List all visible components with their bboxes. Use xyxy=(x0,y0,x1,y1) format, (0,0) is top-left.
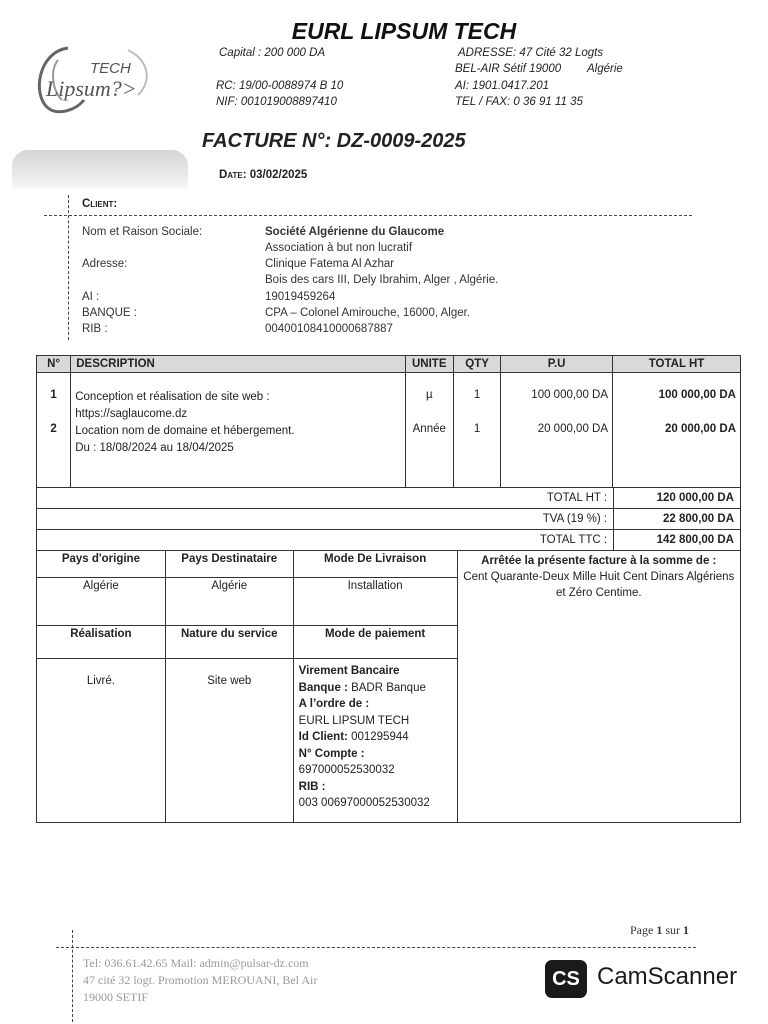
client-name: Société Algérienne du Glaucome xyxy=(265,226,445,238)
details-table xyxy=(36,550,741,823)
logo-text-top: TECH xyxy=(90,60,131,77)
col-header-pu: P.U xyxy=(501,356,613,373)
client-divider-horizontal xyxy=(44,215,692,216)
row-description-line-2: https://saglaucome.dz xyxy=(75,408,188,420)
amount-words-label: Arrêtée la présente facture à la somme de : xyxy=(481,555,717,567)
payment-order-label: A l’ordre de : xyxy=(298,698,370,710)
company-name: EURL LIPSUM TECH xyxy=(291,18,517,44)
total-ht-row xyxy=(37,488,741,509)
total-ttc-value: 142 800,00 DA xyxy=(614,530,741,551)
payment-label: Mode de paiement xyxy=(293,626,457,659)
page-word: Page xyxy=(630,923,654,937)
row-total: 100 000,00 DA xyxy=(613,373,741,424)
footer-line-1: Tel: 036.61.42.65 Mail: admin@pulsar-dz.com xyxy=(83,956,309,970)
page-number xyxy=(630,923,689,938)
total-ht-label: TOTAL HT : xyxy=(37,488,614,509)
row-description-line-2: Du : 18/08/2024 au 18/04/2025 xyxy=(75,442,234,454)
payment-bank-label: Banque : xyxy=(298,681,348,694)
client-rib: 00400108410000687887 xyxy=(265,323,393,335)
company-country: Algérie xyxy=(587,63,623,75)
invoice-title: FACTURE N°: DZ-0009-2025 xyxy=(202,130,466,152)
col-header-description: DESCRIPTION xyxy=(71,356,405,373)
company-ai: AI: 1901.0417.201 xyxy=(455,80,549,92)
details-header-row-1 xyxy=(37,551,741,578)
footer-line-2: 47 cité 32 logt. Promotion MEROUANI, Bel Air xyxy=(83,973,318,987)
row-number: 1 xyxy=(37,373,71,424)
client-address-1: Clinique Fatema Al Azhar xyxy=(265,258,395,270)
client-address-label: Adresse: xyxy=(82,258,128,270)
footer-line-3: 19000 SETIF xyxy=(83,990,149,1004)
invoice-date: Date: 03/02/2025 xyxy=(219,169,308,181)
origin-value: Algérie xyxy=(37,578,166,626)
logo-text-bottom: Lipsum?> xyxy=(46,76,137,101)
table-row xyxy=(37,373,741,424)
payment-rib: 003 00697000052530032 xyxy=(298,797,430,809)
row-unit: Année xyxy=(405,423,453,487)
payment-bank: BADR Banque xyxy=(351,681,426,694)
client-rib-label: RIB : xyxy=(82,323,108,335)
origin-label: Pays d'origine xyxy=(37,551,166,578)
client-name-label: Nom et Raison Sociale: xyxy=(82,226,203,238)
amount-words-cell xyxy=(457,551,740,823)
total-ht-value: 120 000,00 DA xyxy=(614,488,741,509)
row-description-line-1: Location nom de domaine et hébergement. xyxy=(75,425,295,437)
tva-value: 22 800,00 DA xyxy=(614,509,741,530)
tva-row xyxy=(37,509,741,530)
footer-divider-horizontal xyxy=(56,947,696,948)
client-section-title: Client: xyxy=(82,198,118,210)
client-ai-label: AI : xyxy=(82,291,100,303)
col-header-unit: UNITE xyxy=(405,356,453,373)
row-total: 20 000,00 DA xyxy=(613,423,741,487)
tva-label: TVA (19 %) : xyxy=(37,509,614,530)
row-qty: 1 xyxy=(453,423,500,487)
total-ttc-row xyxy=(37,530,741,551)
client-name-sub: Association à but non lucratif xyxy=(265,242,413,254)
realisation-label: Réalisation xyxy=(37,626,166,659)
company-capital: Capital : 200 000 DA xyxy=(219,47,326,59)
company-address-1: ADRESSE: 47 Cité 32 Logts xyxy=(458,47,604,59)
camscanner-logo-icon: CS xyxy=(545,960,587,998)
decorative-tab xyxy=(12,150,188,190)
row-description xyxy=(71,373,405,424)
row-unit-price: 20 000,00 DA xyxy=(501,423,613,487)
camscanner-name: CamScanner xyxy=(597,963,738,990)
payment-account-label: N° Compte : xyxy=(298,747,365,760)
payment-rib-label: RIB : xyxy=(298,780,326,793)
col-header-total: TOTAL HT xyxy=(613,356,741,373)
col-header-number: N° xyxy=(37,356,71,373)
row-number: 2 xyxy=(37,423,71,487)
company-address-2: BEL-AIR Sétif 19000 xyxy=(455,63,562,75)
client-bank-label: BANQUE : xyxy=(82,307,137,319)
row-description-line-1: Conception et réalisation de site web : xyxy=(75,391,270,403)
amount-words: Cent Quarante-Deux Mille Huit Cent Dinars Algériens et Zéro Centime. xyxy=(463,571,735,599)
payment-method: Virement Bancaire xyxy=(298,665,400,677)
destination-value: Algérie xyxy=(165,578,293,626)
company-tel: TEL / FAX: 0 36 91 11 35 xyxy=(455,96,583,108)
company-rc: RC: 19/00-0088974 B 10 xyxy=(216,80,344,92)
row-unit-price: 100 000,00 DA xyxy=(501,373,613,424)
items-table xyxy=(36,355,741,488)
row-unit: µ xyxy=(405,373,453,424)
company-nif: NIF: 001019008897410 xyxy=(216,96,337,108)
destination-label: Pays Destinataire xyxy=(165,551,293,578)
client-bank: CPA – Colonel Amirouche, 16000, Alger. xyxy=(265,307,471,319)
col-header-qty: QTY xyxy=(453,356,500,373)
payment-client-id-label: Id Client: xyxy=(298,731,348,743)
payment-account: 697000052530032 xyxy=(298,764,395,776)
company-logo xyxy=(28,40,168,120)
delivery-label: Mode De Livraison xyxy=(293,551,457,578)
page-total: 1 xyxy=(683,923,689,937)
payment-client-id: 001295944 xyxy=(351,731,409,743)
table-header-row xyxy=(37,356,741,373)
payment-client-id-line xyxy=(299,729,452,746)
payment-bank-line xyxy=(299,680,452,697)
delivery-value: Installation xyxy=(293,578,457,626)
client-address-2: Bois des cars III, Dely Ibrahim, Alger , Algérie. xyxy=(265,274,499,286)
footer-divider-vertical xyxy=(72,930,73,1022)
row-qty: 1 xyxy=(453,373,500,424)
realisation-value: Livré. xyxy=(37,659,166,823)
client-ai: 19019459264 xyxy=(265,291,336,303)
total-ttc-label: TOTAL TTC : xyxy=(37,530,614,551)
footer-contact xyxy=(83,955,317,1006)
service-value: Site web xyxy=(165,659,293,823)
table-row xyxy=(37,423,741,487)
payment-details xyxy=(293,659,457,823)
totals-table xyxy=(36,487,741,551)
page-separator: sur xyxy=(665,923,680,937)
row-description xyxy=(71,423,405,487)
payment-order: EURL LIPSUM TECH xyxy=(298,714,410,727)
page-current: 1 xyxy=(656,923,663,937)
service-label: Nature du service xyxy=(165,626,293,659)
client-divider-vertical xyxy=(68,195,69,340)
